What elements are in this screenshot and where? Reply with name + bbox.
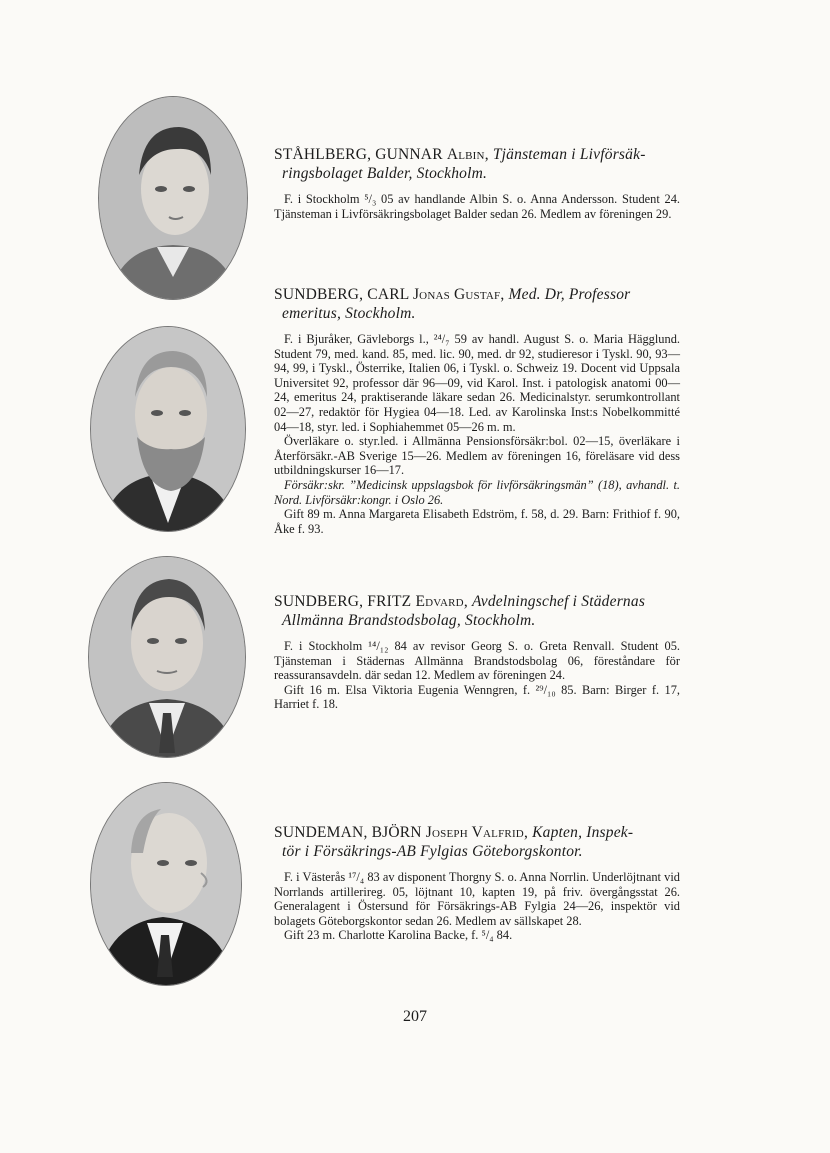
entry-heading: SUNDBERG, FRITZ Edvard, Avdelningschef i Städernas Allmänna Brandstodsbolag, Stockholm.: [274, 592, 680, 630]
entry-middle-names: Joseph Valfrid: [425, 824, 524, 841]
entry-sundeman: [274, 823, 680, 943]
portrait-sundeman-image: [91, 783, 241, 985]
entry-body: [274, 192, 680, 221]
entry-paragraph: F. i Västerås ¹⁷/₄ 83 av disponent Thorgny S. o. Anna Norrlin. Underlöjtnant vid Norrlands artillerireg. 05, löjtnant 10, kapten 19, på friv. övergångsstat 26. Generalagent i Östersund för Försäkrings-AB Fylgia 24—26, inspektör vid bolagets Göteborgskontor sedan 26. Medlem av sällskapet 28.: [274, 870, 680, 928]
entry-name: SUNDBERG, CARL: [274, 286, 409, 303]
entry-sundberg-carl: [274, 285, 680, 536]
entry-title-cont: ringsbolaget Balder, Stockholm.: [282, 165, 488, 182]
entry-title-cont: tör i Försäkrings-AB Fylgias Göteborgskontor.: [282, 843, 583, 860]
entry-paragraph: F. i Stockholm ⁵/₃ 05 av handlande Albin S. o. Anna Andersson. Student 24. Tjänsteman i Livförsäkringsbolaget Balder sedan 26. Medlem av föreningen 29.: [274, 192, 680, 221]
entry-name: SUNDBERG, FRITZ: [274, 593, 412, 610]
portrait-stahlberg-image: [99, 97, 247, 299]
entry-title-cont: Allmänna Brandstodsbolag, Stockholm.: [282, 612, 536, 629]
entry-title: Avdelningschef i Städernas: [471, 593, 646, 610]
entry-stahlberg: [274, 145, 680, 221]
entry-middle-names: Albin: [446, 146, 485, 163]
portrait-stahlberg: [98, 96, 248, 300]
entry-paragraph: F. i Bjuråker, Gävleborgs l., ²⁴/₇ 59 av handl. August S. o. Maria Hägglund. Student 79, med. kand. 85, med. lic. 90, med. dr 92, studieresor i Tyskl. 90, 93—94, 99, i Tyskl., Österrike, Italien 06, i Tyskl. o. Schweiz 19. Docent vid Uppsala Universitet 92, professor där 96—09, vid Karol. Inst. i patologisk anatomi 00—24, emeritus 24, praktiserande läkare sedan 26. Medicinalstyr. serumkontrollant 02—27, redaktör för Hygiea 04—18. Led. av Karolinska Inst:s Nobelkommitté 04—18, styr. led. i Sophiahemmet 05—26 m. m.: [274, 332, 680, 434]
entry-body: [274, 870, 680, 943]
entry-paragraph: Försäkr:skr. ”Medicinsk uppslagsbok för livförsäkringsmän” (18), avhandl. t. Nord. Livförsäkr:kongr. i Oslo 26.: [274, 477, 680, 507]
entry-paragraph: F. i Stockholm ¹⁴/₁₂ 84 av revisor Georg S. o. Greta Renvall. Student 05. Tjänsteman i Städernas Allmänna Brandstodsbolag 06, föreståndare för reassuransavdeln. där sedan 12. Medlem av föreningen 24.: [274, 639, 680, 683]
entry-paragraph: Gift 89 m. Anna Margareta Elisabeth Edström, f. 58, d. 29. Barn: Frithiof f. 90, Åke f. 93.: [274, 507, 680, 536]
entry-name: SUNDEMAN, BJÖRN: [274, 824, 422, 841]
entry-middle-names: Jonas Gustaf: [412, 286, 501, 303]
portrait-sundberg-carl: [90, 326, 246, 532]
entry-paragraph: Överläkare o. styr.led. i Allmänna Pensionsförsäkr:bol. 02—15, överläkare i Återförsäkr.-AB Sverige 15—26. Medlem av föreningen 16, föreläsare vid dess utbildningskurser 16—17.: [274, 434, 680, 478]
entry-heading: SUNDEMAN, BJÖRN Joseph Valfrid, Kapten, Inspek- tör i Försäkrings-AB Fylgias Göteborgskontor.: [274, 823, 680, 861]
entry-title-cont: emeritus, Stockholm.: [282, 305, 416, 322]
entry-paragraph: Gift 23 m. Charlotte Karolina Backe, f. ⁵/₄ 84.: [284, 928, 513, 943]
entry-body: [274, 332, 680, 536]
entry-heading: STÅHLBERG, GUNNAR Albin, Tjänsteman i Livförsäk- ringsbolaget Balder, Stockholm.: [274, 145, 680, 183]
portrait-sundeman: [90, 782, 242, 986]
entry-body: [274, 639, 680, 712]
portrait-sundberg-fritz-image: [89, 557, 245, 757]
entry-title: Tjänsteman i Livförsäk-: [492, 146, 646, 163]
entry-paragraph: Gift 16 m. Elsa Viktoria Eugenia Wenngren, f. ²⁹/₁₀ 85. Barn: Birger f. 17, Harriet f. 18.: [274, 682, 680, 712]
page-number: 207: [403, 1008, 427, 1025]
entry-heading: SUNDBERG, CARL Jonas Gustaf, Med. Dr, Professor emeritus, Stockholm.: [274, 285, 680, 323]
entry-title: Kapten, Inspek-: [532, 824, 634, 841]
portrait-sundberg-carl-image: [91, 327, 245, 531]
entry-middle-names: Edvard: [415, 593, 464, 610]
entry-title: Med. Dr, Professor: [508, 286, 631, 303]
portrait-sundberg-fritz: [88, 556, 246, 758]
entry-sundberg-fritz: [274, 592, 680, 712]
entry-name: STÅHLBERG, GUNNAR: [274, 146, 443, 163]
